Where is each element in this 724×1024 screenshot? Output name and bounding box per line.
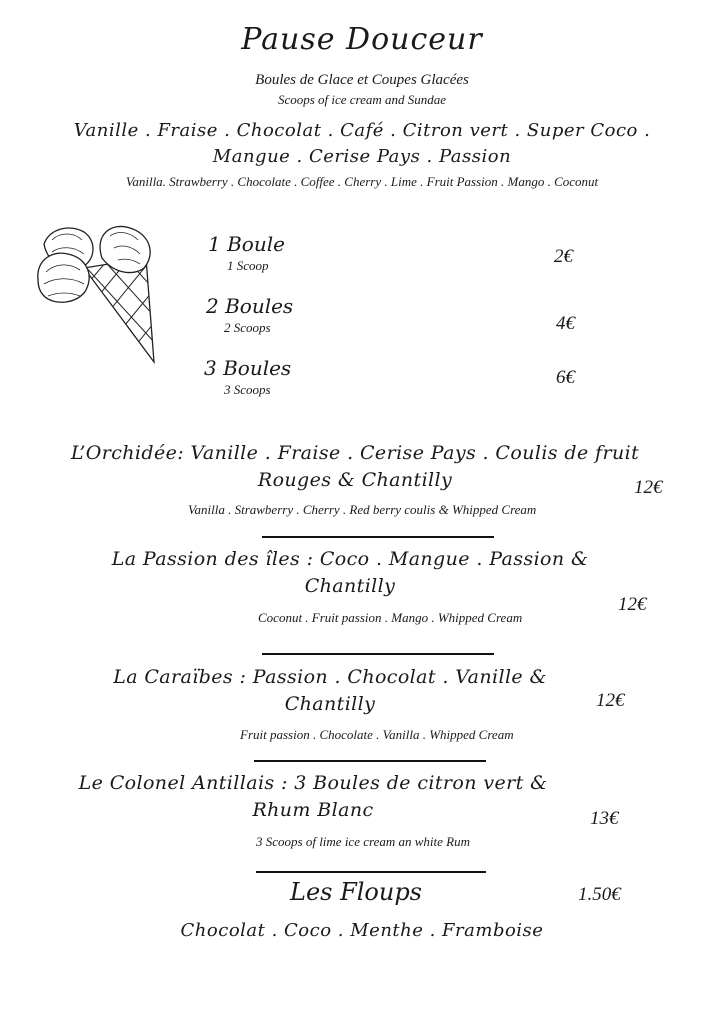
subtitle: Boules de Glace et Coupes Glacées (255, 72, 469, 88)
subtitle-english: Scoops of ice cream and Sundae (277, 92, 447, 107)
sundae-title: La Passion des îles : Coco . Mangue . Passion & Chantilly (111, 548, 589, 597)
divider (262, 653, 494, 655)
scoop-option-name: 3 Boules (204, 356, 292, 380)
ice-cream-cone-icon (34, 214, 164, 364)
sundae-title: Le Colonel Antillais : 3 Boules de citron vert & Rhum Blanc (78, 772, 548, 821)
sundae-title: L’Orchidée: Vanille . Fraise . Cerise Pays . Coulis de fruit Rouges & Chantilly (70, 442, 640, 491)
scoop-option-price: 4€ (556, 313, 575, 334)
sundae-price: 12€ (596, 690, 625, 711)
flavors-french: Vanille . Fraise . Chocolat . Café . Citron vert . Super Coco . Mangue . Cerise Pays . Passion (73, 120, 651, 167)
sundae-description: Vanilla . Strawberry . Cherry . Red berry coulis & Whipped Cream (188, 502, 537, 517)
flavors-english: Vanilla. Strawberry . Chocolate . Coffee . Cherry . Lime . Fruit Passion . Mango . Coconut (125, 174, 599, 189)
sundae-price: 13€ (590, 808, 619, 829)
scoop-option-name: 1 Boule (208, 232, 285, 256)
scoop-option-price: 2€ (554, 246, 573, 267)
floups-price: 1.50€ (578, 884, 621, 905)
sundae-description: 3 Scoops of lime ice cream an white Rum (256, 834, 470, 849)
page-title: Pause Douceur (241, 22, 483, 57)
scoop-option-name: 2 Boules (206, 294, 294, 318)
divider (254, 760, 486, 762)
scoop-option-english: 2 Scoops (224, 320, 271, 335)
scoop-option-price: 6€ (556, 367, 575, 388)
floups-title: Les Floups (290, 878, 422, 906)
sundae-description: Fruit passion . Chocolate . Vanilla . Whipped Cream (240, 727, 514, 742)
floups-flavors: Chocolat . Coco . Menthe . Framboise (180, 920, 544, 941)
sundae-description: Coconut . Fruit passion . Mango . Whipped Cream (258, 610, 523, 625)
divider (256, 871, 486, 873)
divider (262, 536, 494, 538)
sundae-price: 12€ (618, 594, 647, 615)
sundae-price: 12€ (634, 477, 663, 498)
scoop-option-english: 3 Scoops (224, 382, 271, 397)
sundae-title: La Caraïbes : Passion . Chocolat . Vanille & Chantilly (113, 666, 547, 715)
scoop-option-english: 1 Scoop (227, 258, 269, 273)
